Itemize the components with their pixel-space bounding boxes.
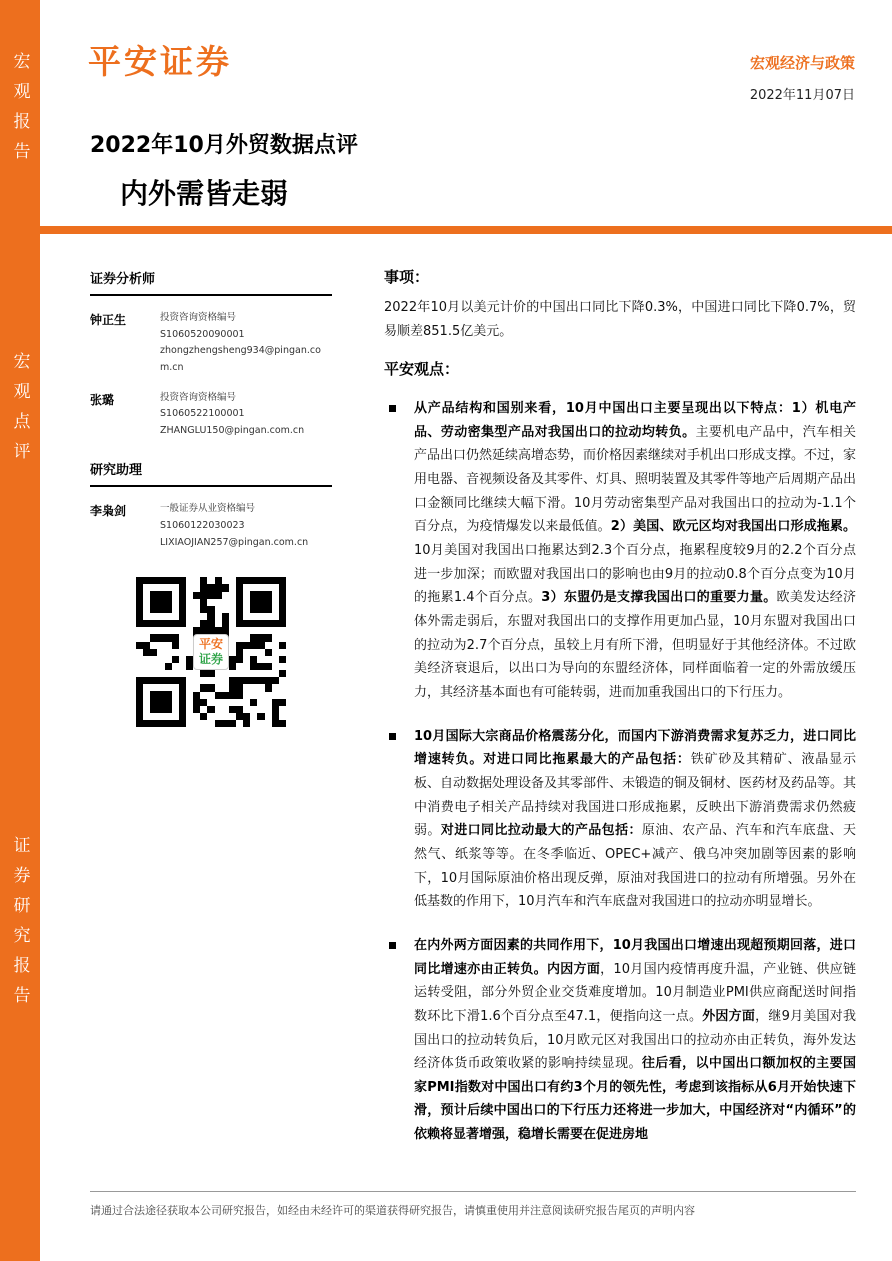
analyst-cert-no: S1060520090001 xyxy=(160,328,245,340)
analyst-details xyxy=(160,310,332,377)
analyst-email: zhongzhengsheng934@pingan.com.cn xyxy=(160,345,321,373)
bullet-square-icon xyxy=(384,397,414,705)
bullet-square-icon xyxy=(384,725,414,914)
report-category: 宏观经济与政策 xyxy=(749,54,855,72)
qr-code xyxy=(136,577,286,727)
analyst-cert-no: S1060522100001 xyxy=(160,408,245,420)
analyst-details xyxy=(160,390,332,440)
report-subtitle: 内外需皆走弱 xyxy=(120,177,289,210)
assistant-cert-label: 一般证券从业资格编号 xyxy=(160,503,256,515)
assistant-cert-no: S1060122030023 xyxy=(160,520,245,531)
sidebar-label-category: 宏观点评 xyxy=(9,352,30,472)
analyst-entry xyxy=(90,310,332,377)
sidebar-label-report-type: 宏观报告 xyxy=(9,52,30,172)
qr-center-logo xyxy=(193,634,229,670)
qr-logo-line1: 平安 xyxy=(198,637,224,652)
qr-finder-icon xyxy=(236,577,286,627)
sidebar-label-series: 证券研究报告 xyxy=(9,836,30,1016)
bullet-text: 10月国际大宗商品价格震荡分化，而国内下游消费需求复苏乏力，进口同比增速转负。对进口同比拖累最大的产品包括：铁矿砂及其精矿、液晶显示板、自动数据处理设备及其零部件、未锻造的铜及铜材、医药材及药品等。其中消费电子相关产品持续对我国进口形成拖累，反映出下游消费需求仍然疲弱。对进口同比拉动最大的产品包括：原油、农产品、汽车和汽车底盘、天然气、纸浆等等。在冬季临近、OPEC+减产、俄乌冲突加剧等因素的影响下，10月国际原油价格出现反弹，原油对我国进口的拉动有所增强。另外在低基数的作用下，10月汽车和汽车底盘对我国进口的拉动亦明显增长。 xyxy=(414,728,857,910)
assistant-details xyxy=(160,501,332,551)
qr-logo-line2: 证券 xyxy=(198,652,224,667)
analyst-email: ZHANGLU150@pingan.com.cn xyxy=(160,424,305,436)
accent-divider xyxy=(40,226,892,234)
bullet-text: 从产品结构和国别来看，10月中国出口主要呈现出以下特点：1）机电产品、劳动密集型产品对我国出口的拉动均转负。主要机电产品中，汽车相关产品出口仍然延续高增态势，而价格因素继续对手机出口形成支撑。不过，家用电器、音视频设备及其零件、灯具、照明装置及其零件等地产后周期产品出口金额同比继续大幅下滑。10月劳动密集型产品对我国出口的拉动为-1.1个百分点，为疫情爆发以来最低值。2）美国、欧元区均对我国出口形成拖累。10月美国对我国出口拖累达到2.3个百分点，拖累程度较9月的2.2个百分点进一步加深；而欧盟对我国出口的影响也由9月的拉动0.8个百分点变为10月的拖累1.4个百分点。3）东盟仍是支撑我国出口的重要力量。欧美发达经济体外需走弱后，东盟对我国出口的支撑作用更加凸显，10月东盟对我国出口的拉动为2.7个百分点，虽较上月有所下滑，但明显好于其他经济体。不过欧美经济衰退后，以出口为导向的东盟经济体，同样面临着一定的外需放缓压力，其经济基本面也有可能转弱，进而加重我国出口的下行压力。 xyxy=(414,401,857,700)
analyst-name: 张璐 xyxy=(90,392,115,407)
main-content xyxy=(384,266,856,1167)
assistant-name: 李枭剑 xyxy=(90,504,127,519)
analyst-name: 钟正生 xyxy=(90,313,127,327)
assistant-email: LIXIAOJIAN257@pingan.com.cn xyxy=(160,536,309,548)
analyst-cert-label: 投资咨询资格编号 xyxy=(160,391,237,403)
footer-divider xyxy=(90,1191,856,1192)
bullet-item xyxy=(384,397,856,705)
assistant-section-title: 研究助理 xyxy=(90,459,332,487)
analyst-cert-label: 投资咨询资格编号 xyxy=(160,312,237,323)
bullet-square-icon xyxy=(384,934,414,1147)
opinion-bullet-list xyxy=(384,397,856,1147)
bullet-item xyxy=(384,934,856,1147)
brand-logo: 平安证券 xyxy=(88,42,232,81)
report-title: 2022年10月外贸数据点评 xyxy=(90,133,358,158)
opinion-section-title: 平安观点： xyxy=(384,360,460,379)
report-date: 2022年11月07日 xyxy=(749,88,855,103)
analyst-column xyxy=(90,268,332,727)
bullet-item xyxy=(384,725,856,914)
qr-wrap xyxy=(90,577,332,727)
footer-disclaimer: 请通过合法途径获取本公司研究报告，如经由未经许可的渠道获得研究报告，请慎重使用并注意阅读研究报告尾页的声明内容 xyxy=(90,1204,695,1217)
analyst-entry xyxy=(90,390,332,440)
sidebar xyxy=(0,0,40,1261)
qr-finder-icon xyxy=(136,677,186,727)
matter-text: 2022年10月以美元计价的中国出口同比下降0.3%，中国进口同比下降0.7%，贸易顺差851.5亿美元。 xyxy=(384,300,856,340)
matter-section-title: 事项： xyxy=(384,268,430,286)
assistant-entry xyxy=(90,501,332,551)
analyst-section-title: 证券分析师 xyxy=(90,268,332,296)
qr-finder-icon xyxy=(136,577,186,627)
bullet-text: 在内外两方面因素的共同作用下，10月我国出口增速出现超预期回落，进口同比增速亦由正转负。内因方面，10月国内疫情再度升温，产业链、供应链运转受阻，部分外贸企业交货难度增加。10月制造业PMI供应商配送时间指数环比下滑1.6个百分点至47.1，便指向这一点。外因方面，继9月美国对我国出口的拉动转负后，10月欧元区对我国出口的拉动亦由正转负，海外发达经济体货币政策收紧的影响持续显现。往后看，以中国出口额加权的主要国家PMI指数对中国出口有约3个月的领先性，考虑到该指标从6月开始快速下滑，预计后续中国出口的下行压力还将进一步加大，中国经济对“内循环”的依赖将显著增强，稳增长需要在促进房地 xyxy=(414,937,856,1143)
